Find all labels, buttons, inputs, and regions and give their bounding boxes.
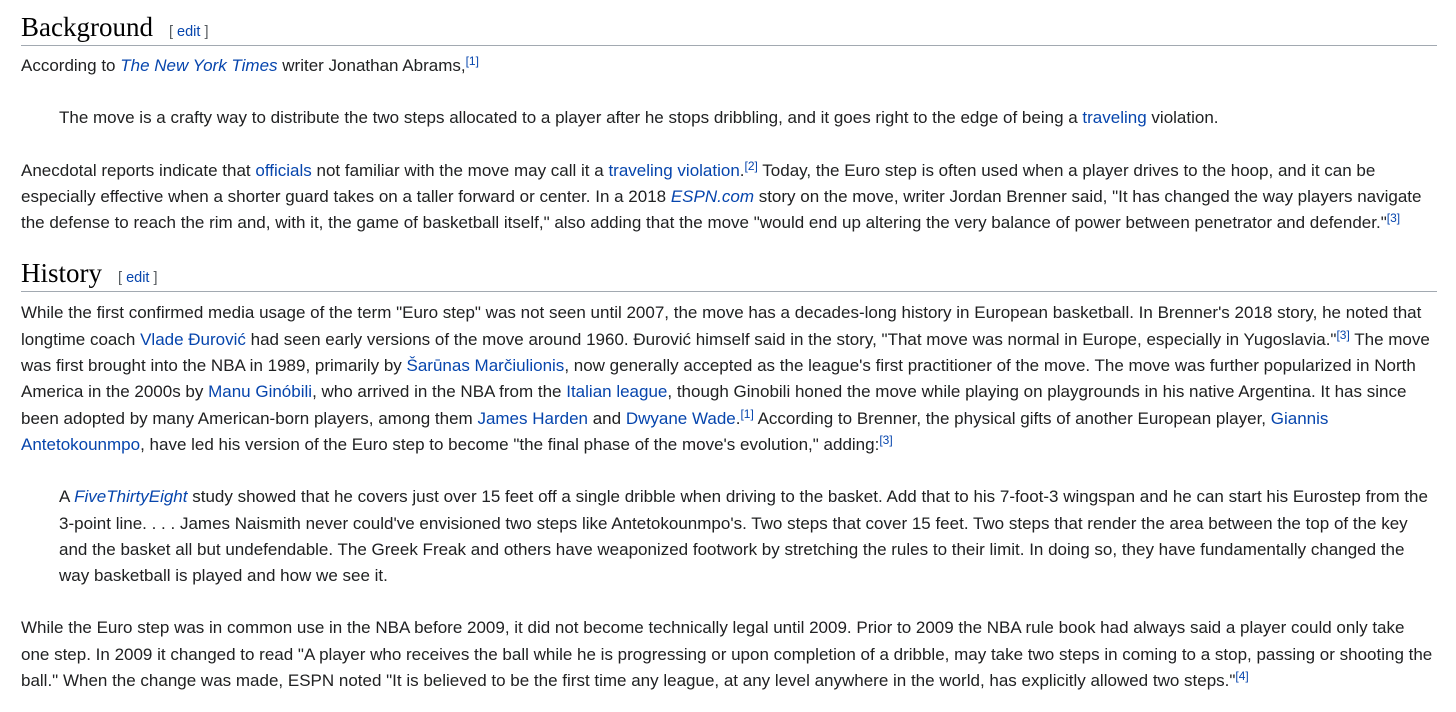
traveling-violation-link[interactable]: traveling violation: [608, 160, 740, 180]
text: violation.: [1146, 108, 1219, 128]
background-paragraph-1: [21, 53, 1437, 79]
history-quote: [21, 484, 1437, 589]
text: .: [735, 408, 741, 428]
italian-league-link[interactable]: Italian league: [566, 382, 668, 402]
edit-history-link[interactable]: edit: [126, 270, 150, 287]
reference-2-link[interactable]: [2]: [744, 158, 758, 173]
james-harden-link[interactable]: James Harden: [477, 408, 588, 428]
vlade-durovic-link[interactable]: Vlade Đurović: [140, 329, 246, 349]
edit-section-link-wrapper: [169, 24, 209, 40]
text: While the Euro step was in common use in the NBA before 2009, it did not become technically legal until 2009. Prior to 2009 the NBA rule book had always said a player could only take one step. In 2009 it changed to read "A player who receives the ball while he is progressing or upon completion of a dribble, may take two steps in coming to a stop, passing or shooting the ball." When the change was made, ESPN noted "It is believed to be the first time any league, at any level anywhere in the world, has explicitly allowed two steps.": [21, 618, 1433, 691]
history-paragraph-1: [21, 300, 1437, 458]
text: Anecdotal reports indicate that: [21, 160, 256, 180]
section-heading-history: [21, 258, 1437, 292]
article-content: [21, 0, 1437, 694]
edit-bracket-open: [: [118, 270, 127, 287]
reference-1: [740, 407, 753, 421]
edit-background-link[interactable]: edit: [177, 24, 201, 40]
text: , now generally accepted as the league's first practitioner of the move. The move was further popularized in North America in the 2000s by: [21, 356, 1416, 402]
section-heading-background: [21, 12, 1437, 46]
text: According to Brenner, the physical gifts of another European player,: [753, 408, 1271, 428]
reference-2: [745, 159, 758, 173]
reference-4: [1235, 669, 1248, 683]
edit-bracket-open: [: [168, 24, 178, 40]
reference-3-link[interactable]: [3]: [879, 432, 893, 447]
reference-3: [1387, 211, 1400, 225]
reference-1: [466, 54, 479, 68]
reference-3: [1336, 328, 1349, 342]
text: , though Ginobili honed the move while playing on playgrounds in his native Argentina. It has since been adopted by many American-born players, among them: [21, 382, 1407, 428]
text: A: [59, 487, 75, 507]
reference-3-link[interactable]: [3]: [1336, 327, 1350, 342]
history-paragraph-2: [21, 615, 1437, 694]
edit-bracket-close: ]: [200, 24, 209, 40]
officials-link[interactable]: officials: [255, 160, 312, 180]
text: While the first confirmed media usage of the term "Euro step" was not seen until 2007, the move has a decades-long history in European basketball. In Brenner's 2018 story, he noted that longtime coach: [21, 303, 1422, 349]
text: .: [739, 160, 745, 180]
edit-bracket-close: ]: [149, 270, 158, 287]
background-paragraph-2: [21, 158, 1437, 237]
text: The move is a crafty way to distribute the two steps allocated to a player after he stops dribbling, and it goes right to the edge of being a: [59, 108, 1083, 128]
sarunas-marciulionis-link[interactable]: Šarūnas Marčiulionis: [406, 356, 565, 376]
text: had seen early versions of the move around 1960. Đurović himself said in the story, "That move was normal in Europe, especially in Yugoslavia.": [245, 329, 1337, 349]
reference-3: [879, 433, 892, 447]
text: story on the move, writer Jordan Brenner said, "It has changed the way players navigate the defense to reach the rim and, with it, the game of basketball itself," also adding that the move "would end up altering the very balance of power between penetrator and defender.": [21, 186, 1422, 233]
history-heading-text: History: [21, 258, 102, 289]
background-heading-text: Background: [21, 12, 153, 42]
text: According to: [21, 56, 121, 75]
text: study showed that he covers just over 15 feet off a single dribble when driving to the basket. Add that to his 7-foot-3 wingspan and he can start his Eurostep from the 3-point line. . . . James Naismith never could've envisioned two steps like Antetokounmpo's. Two steps that cover 15 feet. Two steps that render the area between the top of the key and the basket all but undefendable. The Greek Freak and others have weaponized footwork by stretching the rules to their limit. In doing so, they have fundamentally changed the way basketball is played and how we see it.: [59, 487, 1428, 586]
text: writer Jonathan Abrams,: [277, 56, 466, 75]
text: and: [588, 408, 626, 428]
edit-section-link-wrapper: [118, 270, 158, 286]
text: The move was first brought into the NBA in 1989, primarily by: [21, 329, 1430, 376]
text: , who arrived in the NBA from the: [312, 382, 567, 402]
text: Today, the Euro step is often used when a player drives to the hoop, and it can be especially effective when a shorter guard takes on a taller forward or center. In a 2018: [21, 160, 1376, 206]
espn-link[interactable]: ESPN.com: [670, 186, 754, 206]
reference-4-link[interactable]: [4]: [1235, 669, 1249, 684]
reference-1-link[interactable]: [1]: [465, 54, 479, 68]
nyt-link[interactable]: The New York Times: [120, 56, 278, 75]
reference-3-link[interactable]: [3]: [1386, 211, 1401, 226]
dwyane-wade-link[interactable]: Dwyane Wade: [625, 408, 736, 428]
giannis-antetokounmpo-link[interactable]: Giannis Antetokounmpo: [21, 408, 1329, 454]
text: not familiar with the move may call it a: [311, 160, 609, 180]
background-quote: [21, 105, 1437, 131]
text: , have led his version of the Euro step to become "the final phase of the move's evolution," adding:: [140, 434, 880, 454]
traveling-link[interactable]: traveling: [1082, 108, 1147, 128]
reference-1-link[interactable]: [1]: [740, 406, 754, 421]
manu-ginobili-link[interactable]: Manu Ginóbili: [208, 382, 313, 402]
fivethirtyeight-link[interactable]: FiveThirtyEight: [74, 487, 188, 507]
